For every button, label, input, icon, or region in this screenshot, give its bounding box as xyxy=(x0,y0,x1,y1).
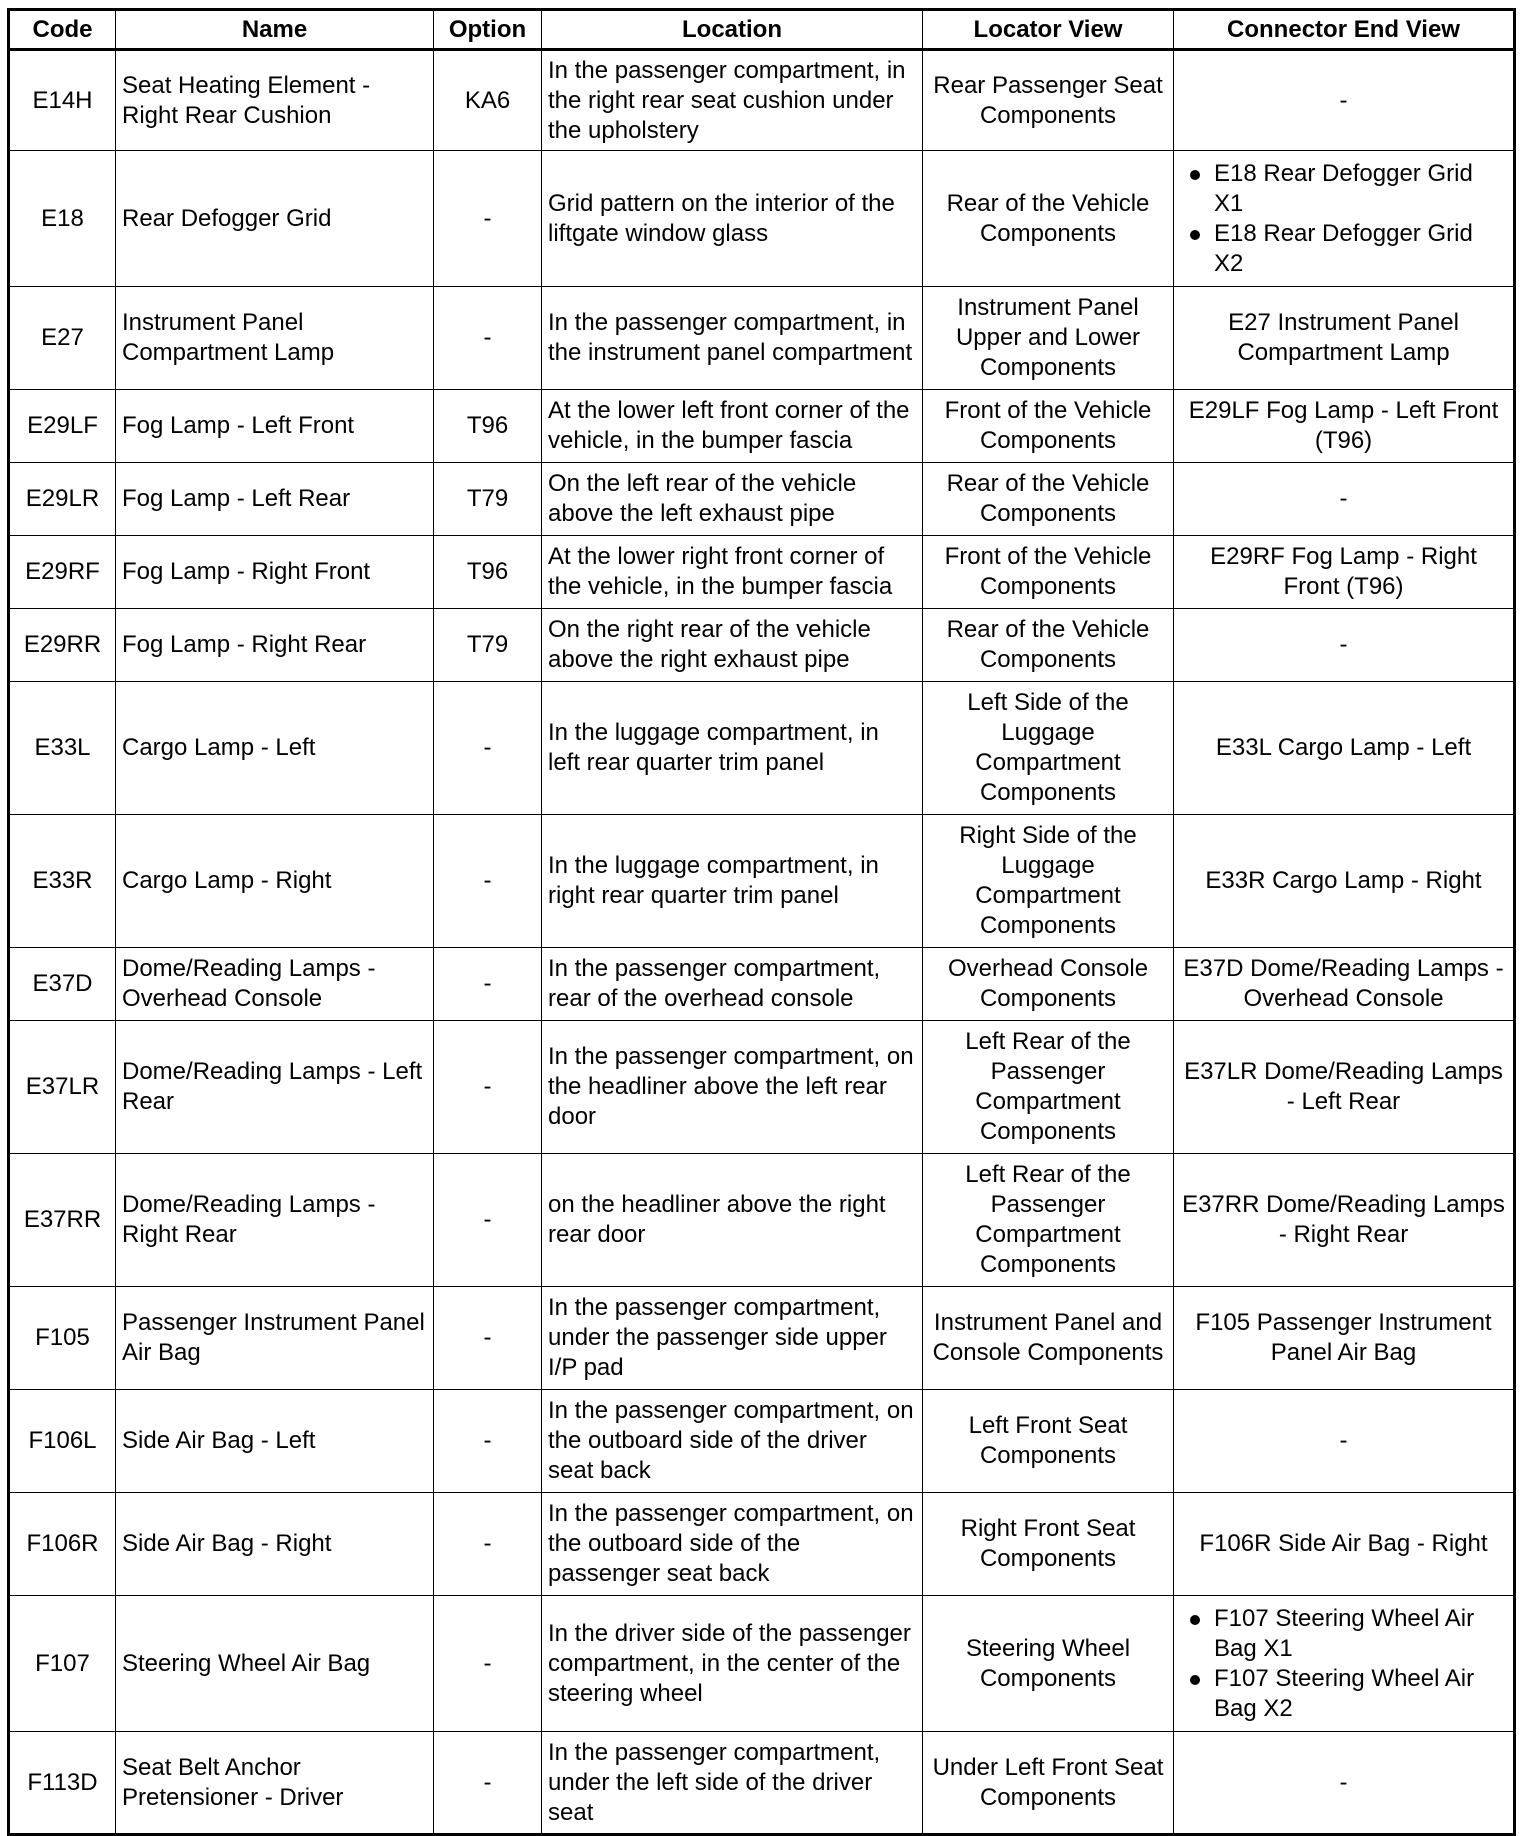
code-cell: E37RR xyxy=(9,1154,116,1287)
connector-list xyxy=(1180,159,1507,279)
header-option: Option xyxy=(434,10,542,50)
table-row xyxy=(9,948,1515,1021)
locator-view-cell: Overhead Console Components xyxy=(923,948,1174,1021)
table-row xyxy=(9,1154,1515,1287)
locator-view-cell: Rear of the Vehicle Components xyxy=(923,609,1174,682)
option-cell: T79 xyxy=(434,463,542,536)
option-cell: - xyxy=(434,1021,542,1154)
connector-end-view-cell: - xyxy=(1174,463,1515,536)
code-cell: E37D xyxy=(9,948,116,1021)
connector-list-item: E18 Rear Defogger Grid X1 xyxy=(1194,159,1507,219)
name-cell: Seat Belt Anchor Pretensioner - Driver xyxy=(116,1732,434,1835)
option-cell: - xyxy=(434,815,542,948)
name-cell: Side Air Bag - Right xyxy=(116,1493,434,1596)
option-cell: - xyxy=(434,151,542,287)
table-body xyxy=(9,50,1515,1835)
option-cell: - xyxy=(434,1493,542,1596)
code-cell: F107 xyxy=(9,1596,116,1732)
location-cell: In the passenger compartment, on the outboard side of the passenger seat back xyxy=(542,1493,923,1596)
name-cell: Dome/Reading Lamps - Overhead Console xyxy=(116,948,434,1021)
name-cell: Fog Lamp - Right Rear xyxy=(116,609,434,682)
option-cell: - xyxy=(434,1287,542,1390)
locator-view-cell: Steering Wheel Components xyxy=(923,1596,1174,1732)
connector-end-view-cell: F105 Passenger Instrument Panel Air Bag xyxy=(1174,1287,1515,1390)
connector-end-view-cell: E29RF Fog Lamp - Right Front (T96) xyxy=(1174,536,1515,609)
option-cell: KA6 xyxy=(434,50,542,151)
name-cell: Side Air Bag - Left xyxy=(116,1390,434,1493)
locator-view-cell: Front of the Vehicle Components xyxy=(923,390,1174,463)
location-cell: In the passenger compartment, rear of the overhead console xyxy=(542,948,923,1021)
location-cell: On the right rear of the vehicle above the right exhaust pipe xyxy=(542,609,923,682)
name-cell: Fog Lamp - Left Rear xyxy=(116,463,434,536)
code-cell: E37LR xyxy=(9,1021,116,1154)
locator-view-cell: Rear Passenger Seat Components xyxy=(923,50,1174,151)
location-cell: In the luggage compartment, in left rear quarter trim panel xyxy=(542,682,923,815)
header-row xyxy=(9,10,1515,50)
option-cell: - xyxy=(434,1596,542,1732)
code-cell: F106L xyxy=(9,1390,116,1493)
component-locator-table xyxy=(7,8,1516,1836)
connector-end-view-cell: E27 Instrument Panel Compartment Lamp xyxy=(1174,287,1515,390)
header-connector-end-view: Connector End View xyxy=(1174,10,1515,50)
connector-list-item: F107 Steering Wheel Air Bag X1 xyxy=(1194,1604,1507,1664)
locator-view-cell: Instrument Panel and Console Components xyxy=(923,1287,1174,1390)
locator-view-cell: Left Front Seat Components xyxy=(923,1390,1174,1493)
location-cell: In the luggage compartment, in right rear quarter trim panel xyxy=(542,815,923,948)
table-row xyxy=(9,609,1515,682)
code-cell: E29LF xyxy=(9,390,116,463)
code-cell: E29RR xyxy=(9,609,116,682)
connector-end-view-cell: E37RR Dome/Reading Lamps - Right Rear xyxy=(1174,1154,1515,1287)
connector-end-view-cell: - xyxy=(1174,609,1515,682)
table-row xyxy=(9,1021,1515,1154)
connector-list-item: E18 Rear Defogger Grid X2 xyxy=(1194,219,1507,279)
table-row xyxy=(9,463,1515,536)
name-cell: Fog Lamp - Left Front xyxy=(116,390,434,463)
locator-view-cell: Right Front Seat Components xyxy=(923,1493,1174,1596)
connector-end-view-cell: F106R Side Air Bag - Right xyxy=(1174,1493,1515,1596)
table-row xyxy=(9,1732,1515,1835)
location-cell: In the passenger compartment, on the headliner above the left rear door xyxy=(542,1021,923,1154)
name-cell: Seat Heating Element - Right Rear Cushion xyxy=(116,50,434,151)
location-cell: At the lower left front corner of the vehicle, in the bumper fascia xyxy=(542,390,923,463)
locator-view-cell: Left Rear of the Passenger Compartment Components xyxy=(923,1154,1174,1287)
table-row xyxy=(9,1493,1515,1596)
locator-view-cell: Under Left Front Seat Components xyxy=(923,1732,1174,1835)
option-cell: T96 xyxy=(434,390,542,463)
code-cell: F113D xyxy=(9,1732,116,1835)
location-cell: In the driver side of the passenger compartment, in the center of the steering wheel xyxy=(542,1596,923,1732)
name-cell: Dome/Reading Lamps - Right Rear xyxy=(116,1154,434,1287)
table-row xyxy=(9,151,1515,287)
location-cell: In the passenger compartment, in the right rear seat cushion under the upholstery xyxy=(542,50,923,151)
location-cell: In the passenger compartment, under the left side of the driver seat xyxy=(542,1732,923,1835)
location-cell: on the headliner above the right rear door xyxy=(542,1154,923,1287)
option-cell: - xyxy=(434,1732,542,1835)
component-table-wrapper xyxy=(7,8,1516,1836)
name-cell: Fog Lamp - Right Front xyxy=(116,536,434,609)
table-row xyxy=(9,682,1515,815)
connector-end-view-cell xyxy=(1174,151,1515,287)
name-cell: Instrument Panel Compartment Lamp xyxy=(116,287,434,390)
name-cell: Steering Wheel Air Bag xyxy=(116,1596,434,1732)
header-code: Code xyxy=(9,10,116,50)
locator-view-cell: Front of the Vehicle Components xyxy=(923,536,1174,609)
location-cell: In the passenger compartment, under the passenger side upper I/P pad xyxy=(542,1287,923,1390)
table-row xyxy=(9,1390,1515,1493)
locator-view-cell: Right Side of the Luggage Compartment Components xyxy=(923,815,1174,948)
option-cell: - xyxy=(434,948,542,1021)
table-row xyxy=(9,287,1515,390)
connector-end-view-cell: - xyxy=(1174,50,1515,151)
name-cell: Cargo Lamp - Left xyxy=(116,682,434,815)
table-row xyxy=(9,815,1515,948)
location-cell: In the passenger compartment, in the instrument panel compartment xyxy=(542,287,923,390)
name-cell: Cargo Lamp - Right xyxy=(116,815,434,948)
locator-view-cell: Left Side of the Luggage Compartment Components xyxy=(923,682,1174,815)
locator-view-cell: Left Rear of the Passenger Compartment Components xyxy=(923,1021,1174,1154)
connector-end-view-cell: E37D Dome/Reading Lamps - Overhead Console xyxy=(1174,948,1515,1021)
table-row xyxy=(9,1287,1515,1390)
code-cell: E27 xyxy=(9,287,116,390)
locator-view-cell: Rear of the Vehicle Components xyxy=(923,151,1174,287)
connector-end-view-cell: - xyxy=(1174,1732,1515,1835)
connector-end-view-cell: - xyxy=(1174,1390,1515,1493)
option-cell: - xyxy=(434,1390,542,1493)
code-cell: E29LR xyxy=(9,463,116,536)
option-cell: T79 xyxy=(434,609,542,682)
header-location: Location xyxy=(542,10,923,50)
code-cell: F106R xyxy=(9,1493,116,1596)
location-cell: At the lower right front corner of the vehicle, in the bumper fascia xyxy=(542,536,923,609)
locator-view-cell: Rear of the Vehicle Components xyxy=(923,463,1174,536)
table-row xyxy=(9,1596,1515,1732)
code-cell: E33L xyxy=(9,682,116,815)
code-cell: E14H xyxy=(9,50,116,151)
name-cell: Passenger Instrument Panel Air Bag xyxy=(116,1287,434,1390)
connector-end-view-cell: E33L Cargo Lamp - Left xyxy=(1174,682,1515,815)
table-row xyxy=(9,50,1515,151)
connector-end-view-cell: E33R Cargo Lamp - Right xyxy=(1174,815,1515,948)
table-row xyxy=(9,390,1515,463)
option-cell: T96 xyxy=(434,536,542,609)
table-row xyxy=(9,536,1515,609)
name-cell: Dome/Reading Lamps - Left Rear xyxy=(116,1021,434,1154)
code-cell: F105 xyxy=(9,1287,116,1390)
connector-end-view-cell: E37LR Dome/Reading Lamps - Left Rear xyxy=(1174,1021,1515,1154)
header-name: Name xyxy=(116,10,434,50)
location-cell: On the left rear of the vehicle above the left exhaust pipe xyxy=(542,463,923,536)
location-cell: Grid pattern on the interior of the liftgate window glass xyxy=(542,151,923,287)
code-cell: E33R xyxy=(9,815,116,948)
connector-end-view-cell xyxy=(1174,1596,1515,1732)
header-locator-view: Locator View xyxy=(923,10,1174,50)
code-cell: E18 xyxy=(9,151,116,287)
option-cell: - xyxy=(434,1154,542,1287)
option-cell: - xyxy=(434,682,542,815)
connector-end-view-cell: E29LF Fog Lamp - Left Front (T96) xyxy=(1174,390,1515,463)
name-cell: Rear Defogger Grid xyxy=(116,151,434,287)
locator-view-cell: Instrument Panel Upper and Lower Components xyxy=(923,287,1174,390)
option-cell: - xyxy=(434,287,542,390)
code-cell: E29RF xyxy=(9,536,116,609)
connector-list xyxy=(1180,1604,1507,1724)
location-cell: In the passenger compartment, on the outboard side of the driver seat back xyxy=(542,1390,923,1493)
connector-list-item: F107 Steering Wheel Air Bag X2 xyxy=(1194,1664,1507,1724)
